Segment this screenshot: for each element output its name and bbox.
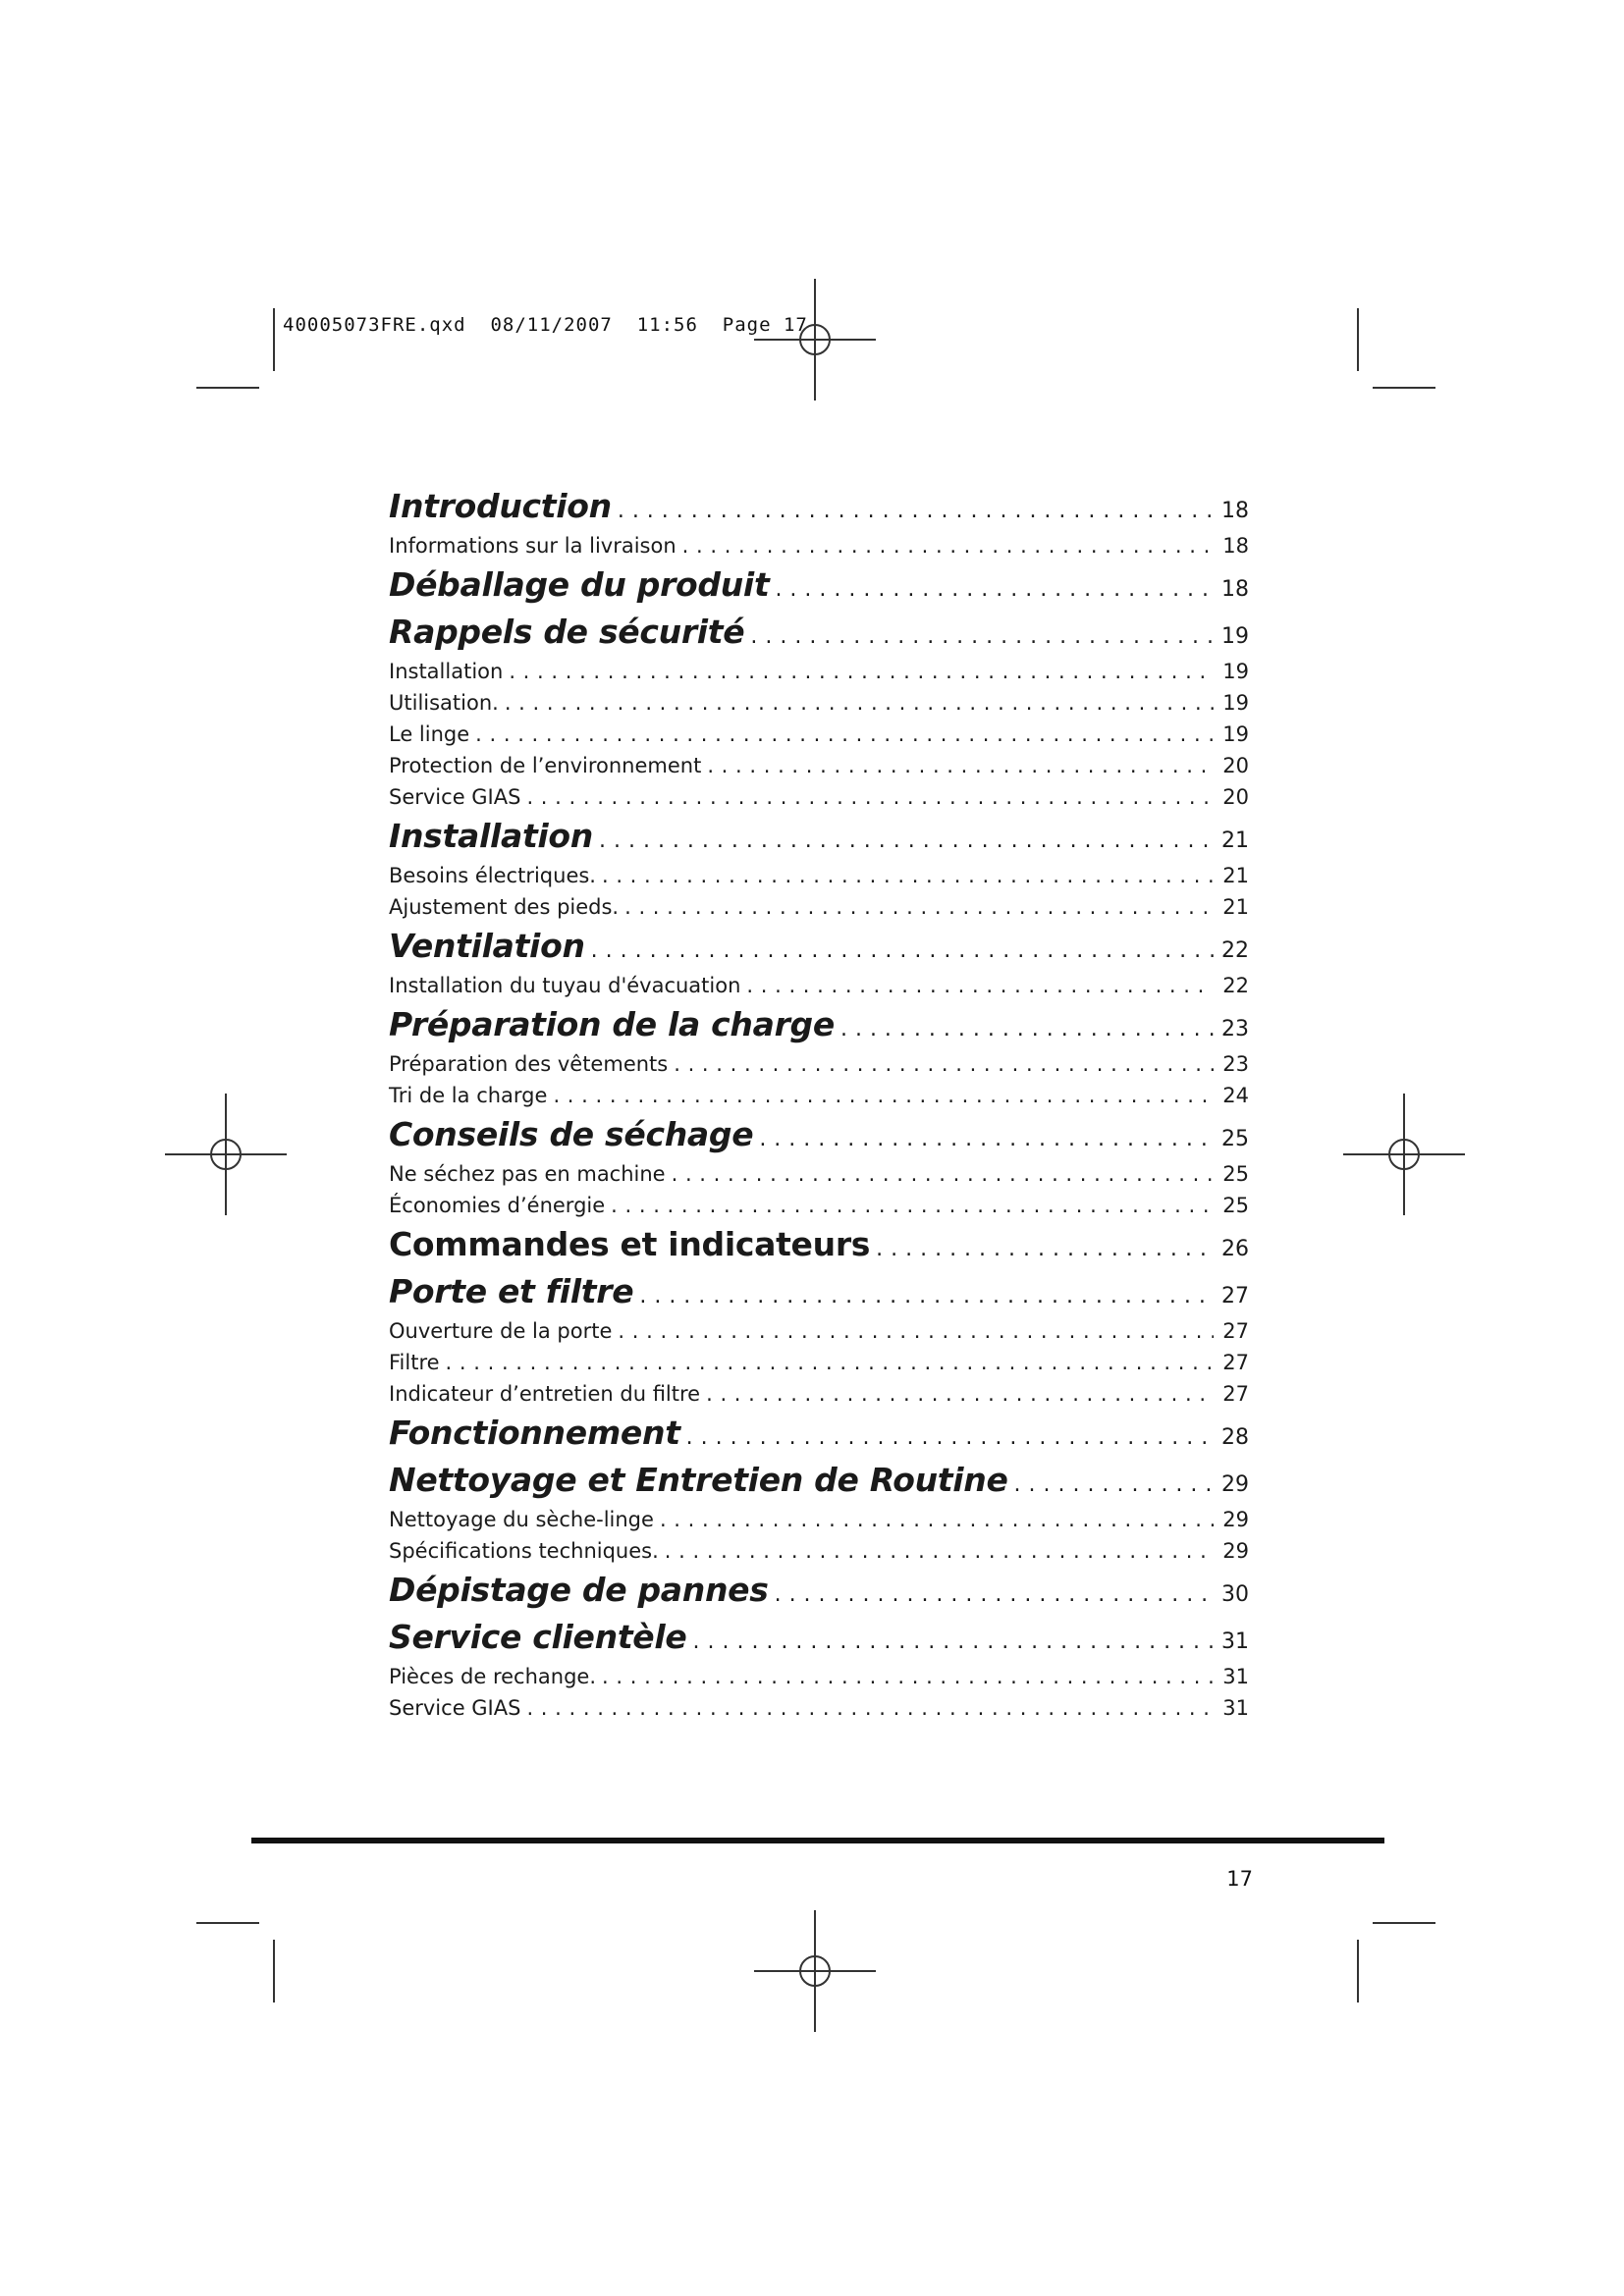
toc-entry-page: 20 <box>1222 754 1249 777</box>
toc-entry-page: 25 <box>1221 1127 1249 1151</box>
dot-leader <box>706 1382 1214 1406</box>
toc-section-entry <box>389 1461 1249 1508</box>
crop-mark-bottom-left-v <box>273 1940 275 2002</box>
toc-entry-title: Commandes et indicateurs <box>389 1225 871 1263</box>
toc-entry-page: 28 <box>1221 1425 1249 1450</box>
toc-entry-title: Dépistage de pannes <box>389 1571 769 1609</box>
toc-section-entry <box>389 565 1249 613</box>
footer-rule <box>251 1838 1384 1843</box>
toc-entry-title: Installation <box>389 660 504 683</box>
toc-entry-title: Spécifications techniques. <box>389 1539 659 1563</box>
registration-mark-left <box>165 1094 287 1215</box>
toc-entry-page: 19 <box>1222 722 1249 746</box>
toc-entry-page: 21 <box>1222 864 1249 887</box>
toc-subsection-entry <box>389 864 1249 895</box>
toc-section-entry <box>389 1005 1249 1052</box>
toc-subsection-entry <box>389 534 1249 565</box>
toc-entry-title: Tri de la charge <box>389 1084 548 1107</box>
toc-subsection-entry <box>389 754 1249 785</box>
dot-leader <box>639 1284 1214 1308</box>
toc-entry-title: Économies d’énergie <box>389 1194 606 1217</box>
toc-entry-page: 25 <box>1222 1194 1249 1217</box>
toc-subsection-entry <box>389 1696 1249 1728</box>
toc-subsection-entry <box>389 974 1249 1005</box>
toc-entry-page: 21 <box>1222 895 1249 919</box>
dot-leader <box>693 1629 1215 1654</box>
toc-entry-page: 21 <box>1221 828 1249 853</box>
dot-leader <box>611 1194 1214 1217</box>
toc-section-entry <box>389 817 1249 864</box>
crop-mark-bottom-right-v <box>1357 1940 1359 2002</box>
toc-entry-title: Ventilation <box>389 927 585 965</box>
toc-entry-page: 20 <box>1222 785 1249 809</box>
toc-section-entry <box>389 1272 1249 1319</box>
toc-entry-page: 29 <box>1222 1508 1249 1531</box>
dot-leader <box>1014 1472 1214 1497</box>
toc-section-entry <box>389 927 1249 974</box>
toc-entry-title: Nettoyage du sèche-linge <box>389 1508 654 1531</box>
registration-mark-bottom <box>754 1910 876 2032</box>
page-number: 17 <box>1226 1867 1253 1891</box>
toc-entry-page: 19 <box>1222 691 1249 715</box>
dot-leader <box>526 785 1214 809</box>
dot-leader <box>599 828 1214 853</box>
toc-subsection-entry <box>389 1508 1249 1539</box>
toc-entry-page: 27 <box>1222 1319 1249 1343</box>
toc-subsection-entry <box>389 785 1249 817</box>
toc-entry-page: 31 <box>1221 1629 1249 1654</box>
toc-entry-page: 27 <box>1222 1351 1249 1374</box>
crop-mark-bottom-right-h <box>1373 1922 1435 1924</box>
crop-mark-top-left-v <box>273 308 275 371</box>
toc-entry-page: 30 <box>1221 1582 1249 1607</box>
toc-entry-page: 23 <box>1221 1017 1249 1041</box>
toc-entry-title: Service GIAS <box>389 1696 521 1720</box>
dot-leader <box>840 1017 1214 1041</box>
toc-entry-title: Nettoyage et Entretien de Routine <box>389 1461 1008 1499</box>
toc-entry-title: Installation <box>389 817 593 855</box>
toc-section-entry <box>389 1225 1249 1272</box>
crop-mark-top-right-h <box>1373 387 1435 389</box>
dot-leader <box>475 722 1214 746</box>
toc-entry-page: 31 <box>1222 1696 1249 1720</box>
dot-leader <box>618 499 1214 523</box>
toc-subsection-entry <box>389 895 1249 927</box>
toc-entry-title: Fonctionnement <box>389 1414 680 1452</box>
toc-entry-page: 22 <box>1222 974 1249 997</box>
toc-subsection-entry <box>389 1382 1249 1414</box>
table-of-contents <box>389 487 1249 1728</box>
toc-entry-page: 19 <box>1222 660 1249 683</box>
crop-mark-bottom-left-h <box>196 1922 259 1924</box>
dot-leader <box>602 1665 1214 1688</box>
toc-entry-title: Le linge <box>389 722 470 746</box>
dot-leader <box>591 938 1214 963</box>
dot-leader <box>674 1052 1214 1076</box>
toc-entry-title: Service clientèle <box>389 1618 687 1656</box>
toc-entry-title: Ajustement des pieds. <box>389 895 620 919</box>
toc-entry-title: Déballage du produit <box>389 565 770 604</box>
toc-entry-title: Préparation de la charge <box>389 1005 835 1043</box>
dot-leader <box>618 1319 1214 1343</box>
toc-subsection-entry <box>389 1052 1249 1084</box>
toc-entry-title: Ouverture de la porte <box>389 1319 613 1343</box>
toc-entry-title: Besoins électriques. <box>389 864 596 887</box>
dot-leader <box>526 1696 1214 1720</box>
toc-entry-page: 26 <box>1221 1237 1249 1261</box>
dot-leader <box>759 1127 1214 1151</box>
toc-entry-page: 18 <box>1222 534 1249 558</box>
toc-entry-page: 25 <box>1222 1162 1249 1186</box>
toc-subsection-entry <box>389 691 1249 722</box>
dot-leader <box>665 1539 1214 1563</box>
toc-section-entry <box>389 1571 1249 1618</box>
file-slug: 40005073FRE.qxd 08/11/2007 11:56 Page 17 <box>283 314 808 336</box>
dot-leader <box>553 1084 1214 1107</box>
toc-entry-page: 18 <box>1221 577 1249 602</box>
dot-leader <box>446 1351 1214 1374</box>
toc-entry-title: Rappels de sécurité <box>389 613 745 651</box>
toc-entry-title: Ne séchez pas en machine <box>389 1162 666 1186</box>
toc-section-entry <box>389 1115 1249 1162</box>
toc-subsection-entry <box>389 1665 1249 1696</box>
registration-mark-top <box>754 279 876 400</box>
toc-entry-page: 27 <box>1222 1382 1249 1406</box>
dot-leader <box>686 1425 1214 1450</box>
toc-entry-page: 19 <box>1221 624 1249 649</box>
toc-entry-title: Service GIAS <box>389 785 521 809</box>
toc-section-entry <box>389 613 1249 660</box>
toc-entry-title: Introduction <box>389 487 612 525</box>
toc-entry-title: Filtre <box>389 1351 440 1374</box>
toc-subsection-entry <box>389 660 1249 691</box>
toc-subsection-entry <box>389 1194 1249 1225</box>
toc-entry-title: Pièces de rechange. <box>389 1665 597 1688</box>
toc-entry-page: 27 <box>1221 1284 1249 1308</box>
toc-entry-title: Utilisation. <box>389 691 499 715</box>
dot-leader <box>505 691 1214 715</box>
toc-entry-page: 18 <box>1221 499 1249 523</box>
toc-entry-title: Protection de l’environnement <box>389 754 702 777</box>
toc-entry-title: Conseils de séchage <box>389 1115 754 1153</box>
toc-section-entry <box>389 487 1249 534</box>
toc-entry-page: 29 <box>1222 1539 1249 1563</box>
registration-mark-right <box>1343 1094 1465 1215</box>
dot-leader <box>509 660 1214 683</box>
toc-subsection-entry <box>389 1351 1249 1382</box>
toc-entry-page: 31 <box>1222 1665 1249 1688</box>
toc-section-entry <box>389 1618 1249 1665</box>
toc-entry-page: 24 <box>1222 1084 1249 1107</box>
toc-entry-page: 22 <box>1221 938 1249 963</box>
dot-leader <box>707 754 1214 777</box>
toc-subsection-entry <box>389 1162 1249 1194</box>
dot-leader <box>602 864 1214 887</box>
toc-entry-title: Indicateur d’entretien du filtre <box>389 1382 701 1406</box>
toc-subsection-entry <box>389 722 1249 754</box>
dot-leader <box>775 577 1214 602</box>
toc-entry-page: 29 <box>1221 1472 1249 1497</box>
toc-section-entry <box>389 1414 1249 1461</box>
dot-leader <box>660 1508 1214 1531</box>
toc-subsection-entry <box>389 1319 1249 1351</box>
toc-subsection-entry <box>389 1539 1249 1571</box>
dot-leader <box>672 1162 1214 1186</box>
toc-subsection-entry <box>389 1084 1249 1115</box>
dot-leader <box>682 534 1214 558</box>
toc-entry-title: Informations sur la livraison <box>389 534 677 558</box>
dot-leader <box>624 895 1214 919</box>
toc-entry-title: Installation du tuyau d'évacuation <box>389 974 741 997</box>
dot-leader <box>750 624 1214 649</box>
toc-entry-title: Porte et filtre <box>389 1272 634 1310</box>
dot-leader <box>746 974 1214 997</box>
toc-entry-title: Préparation des vêtements <box>389 1052 669 1076</box>
dot-leader <box>876 1237 1214 1261</box>
crop-mark-top-right-v <box>1357 308 1359 371</box>
toc-entry-page: 23 <box>1222 1052 1249 1076</box>
crop-mark-top-left-h <box>196 387 259 389</box>
dot-leader <box>775 1582 1214 1607</box>
